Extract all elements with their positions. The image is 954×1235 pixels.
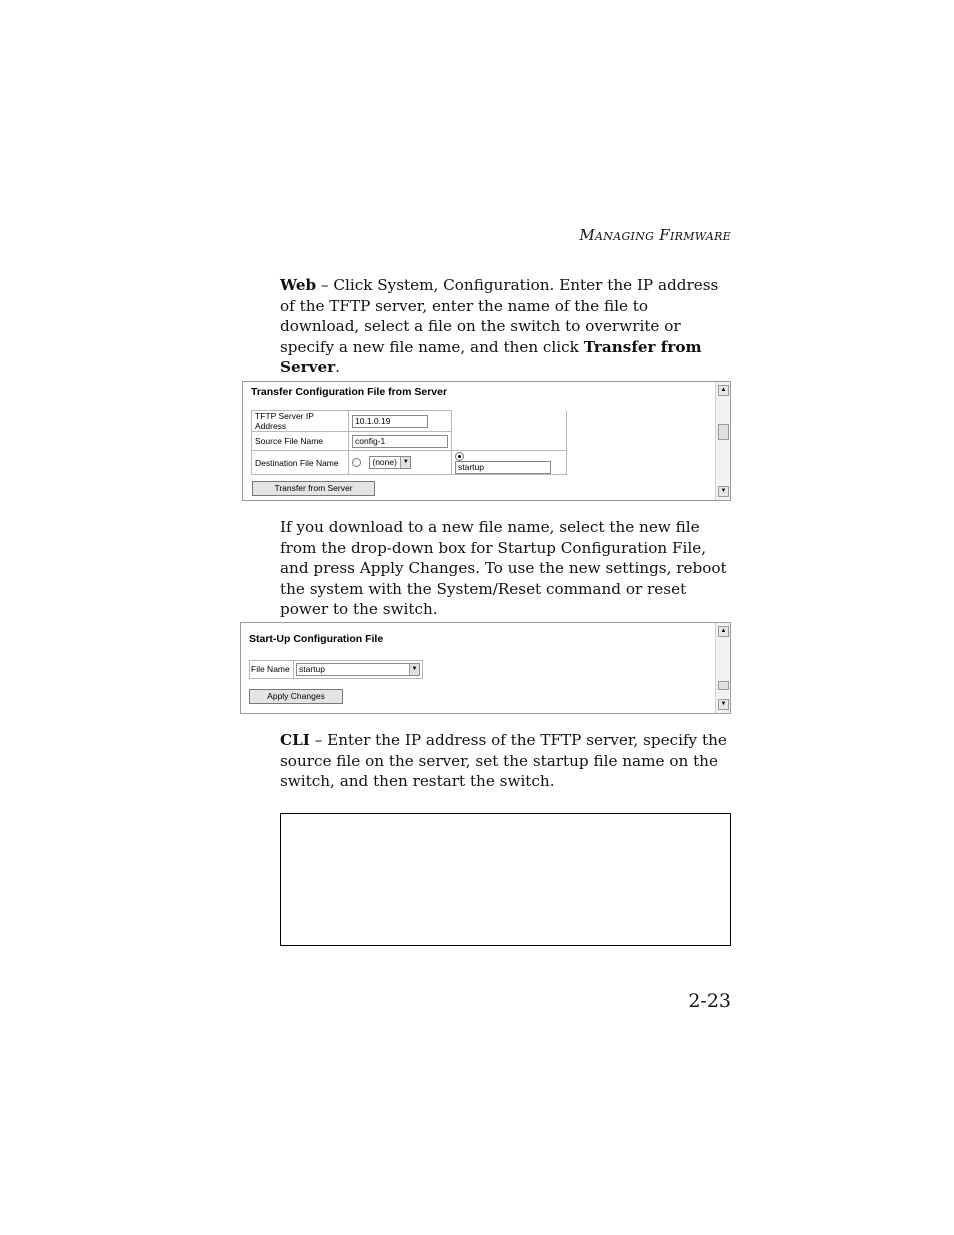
existing-file-radio[interactable] xyxy=(352,458,361,467)
scroll-thumb[interactable] xyxy=(718,424,729,440)
file-name-select[interactable] xyxy=(296,663,420,676)
file-name-row xyxy=(249,660,423,679)
cli-instructions xyxy=(280,730,732,792)
tftp-ip-label: TFTP Server IP Address xyxy=(252,411,349,432)
web-label: Web xyxy=(280,276,317,294)
scrollbar[interactable] xyxy=(715,382,730,500)
page-number: 2-23 xyxy=(688,990,731,1012)
table-row xyxy=(252,411,567,432)
table-row xyxy=(252,451,567,475)
scroll-up-icon[interactable]: ▲ xyxy=(718,626,729,637)
new-file-input[interactable]: startup xyxy=(455,461,551,474)
file-name-select-value: startup xyxy=(299,664,325,674)
web-end: . xyxy=(335,358,340,376)
cli-label: CLI xyxy=(280,731,310,749)
chevron-down-icon: ▼ xyxy=(409,664,419,675)
scroll-thumb[interactable] xyxy=(718,681,729,690)
divider xyxy=(293,661,294,678)
file-name-label: File Name xyxy=(251,664,290,674)
cli-text: – Enter the IP address of the TFTP server, specify the source file on the server, set the startup file name on the switch, and then restart the switch. xyxy=(280,731,727,790)
new-file-instructions: If you download to a new file name, select the new file from the drop-down box for Startup Configuration File, and press Apply Changes. To use the new settings, reboot the system with the System/Reset command or reset power to the switch. xyxy=(280,518,727,618)
scroll-up-icon[interactable]: ▲ xyxy=(718,385,729,396)
transfer-from-server-button[interactable]: Transfer from Server xyxy=(252,481,375,496)
tftp-ip-input[interactable]: 10.1.0.19 xyxy=(352,415,428,428)
empty-cell xyxy=(452,411,567,432)
startup-panel-title: Start-Up Configuration File xyxy=(249,633,384,645)
transfer-form-table xyxy=(251,410,567,475)
source-file-label: Source File Name xyxy=(252,432,349,451)
source-file-cell xyxy=(349,432,452,451)
running-head xyxy=(480,226,731,244)
transfer-panel-title: Transfer Configuration File from Server xyxy=(251,386,448,398)
startup-config-panel xyxy=(240,622,731,714)
scroll-down-icon[interactable]: ▼ xyxy=(718,486,729,497)
new-file-radio[interactable] xyxy=(455,452,464,461)
dest-new-cell xyxy=(452,451,567,475)
dest-existing-cell xyxy=(349,451,452,475)
scroll-down-icon[interactable]: ▼ xyxy=(718,699,729,710)
apply-changes-button[interactable]: Apply Changes xyxy=(249,689,343,704)
chevron-down-icon: ▼ xyxy=(400,457,410,468)
tftp-ip-cell xyxy=(349,411,452,432)
cli-example-box xyxy=(280,813,731,946)
running-title: Managing Firmware xyxy=(579,226,731,244)
source-file-input[interactable]: config-1 xyxy=(352,435,448,448)
scrollbar[interactable] xyxy=(715,623,730,713)
transfer-config-panel xyxy=(242,381,731,501)
existing-file-select[interactable] xyxy=(369,456,411,469)
empty-cell xyxy=(452,432,567,451)
dest-file-label: Destination File Name xyxy=(252,451,349,475)
web-bold-tail: Transfer from Server xyxy=(280,337,702,376)
table-row xyxy=(252,432,567,451)
web-text: – Click System, Configuration. Enter the IP address of the TFTP server, enter the name of the file to download, select a file on the switch to overwrite or specify a new file name, and then click xyxy=(280,276,719,356)
web-instructions xyxy=(280,275,732,378)
existing-file-select-value: (none) xyxy=(372,457,397,468)
